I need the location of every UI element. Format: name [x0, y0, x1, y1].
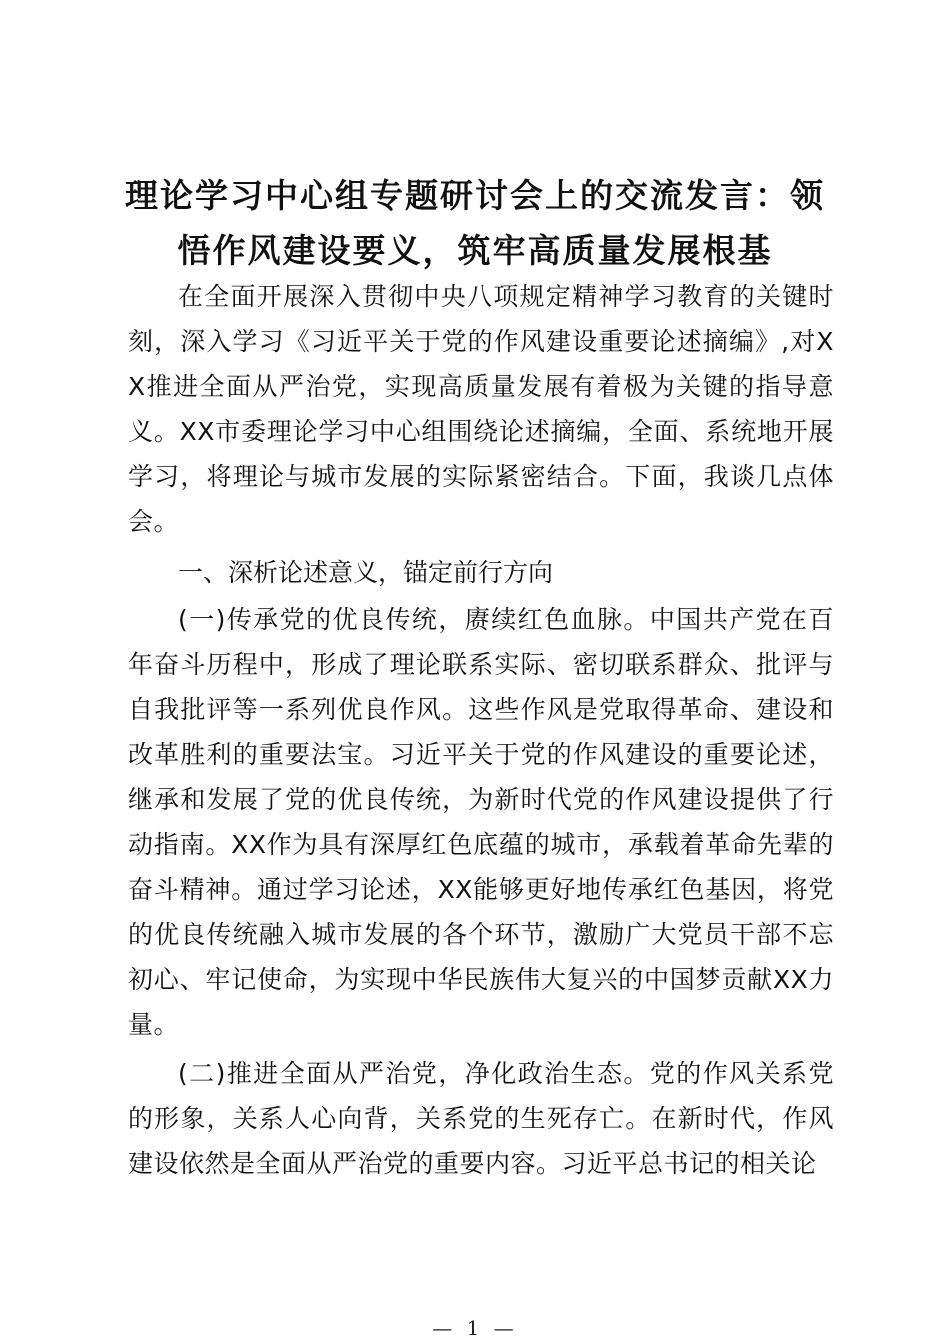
intro-paragraph: 在全面开展深入贯彻中央八项规定精神学习教育的关键时刻，深入学习《习近平关于党的作风建设重要论述摘编》,对XX推进全面从严治党，实现高质量发展有着极为关键的指导意义。XX市委理论学习中心组围绕论述摘编，全面、系统地开展学习，将理论与城市发展的实际紧密结合。下面，我谈几点体会。: [128, 282, 834, 536]
document-body: [128, 274, 834, 1186]
document-title: [118, 168, 832, 278]
section-heading-1: 一、深析论述意义，锚定前行方向: [178, 558, 554, 587]
title-line-2: 悟作风建设要义，筑牢高质量发展根基: [177, 231, 773, 270]
subsection-paragraph-1: (一)传承党的优良传统，赓续红色血脉。中国共产党在百年奋斗历程中，形成了理论联系实际、密切联系群众、批评与自我批评等一系列优良作风。这些作风是党取得革命、建设和改革胜利的重要法宝。习近平关于党的作风建设的重要论述，继承和发展了党的优良传统，为新时代党的作风建设提供了行动指南。XX作为具有深厚红色底蕴的城市，承载着革命先辈的奋斗精神。通过学习论述，XX能够更好地传承红色基因，将党的优良传统融入城市发展的各个环节，激励广大党员干部不忘初心、牢记使命，为实现中华民族伟大复兴的中国梦贡献XX力量。: [128, 605, 834, 1039]
subsection-paragraph-2: (二)推进全面从严治党，净化政治生态。党的作风关系党的形象，关系人心向背，关系党的生死存亡。在新时代，作风建设依然是全面从严治党的重要内容。习近平总书记的相关论: [128, 1059, 834, 1178]
page-number: — 1 —: [432, 1316, 518, 1340]
title-line-1: 理论学习中心组专题研讨会上的交流发言：领: [125, 176, 825, 215]
